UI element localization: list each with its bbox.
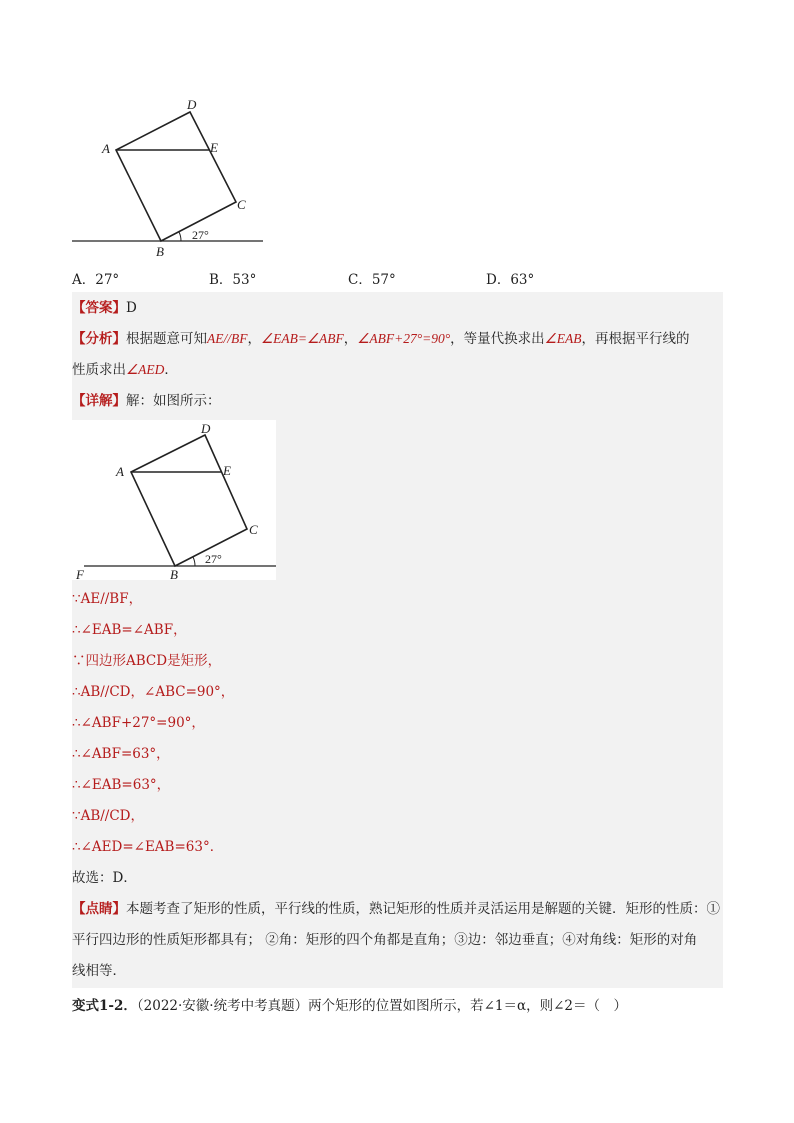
- label-d: D: [201, 421, 211, 436]
- step-3: ∵四边形ABCD是矩形，: [72, 653, 222, 669]
- label-d: D: [187, 97, 197, 112]
- step-2: ∴∠EAB=∠ABF，: [72, 622, 187, 638]
- analysis-math: ∠AED: [126, 362, 165, 377]
- analysis-math: AE//BF: [207, 331, 248, 346]
- analysis-math: ∠ABF+27°=90°: [357, 331, 451, 346]
- answer-options: [72, 268, 722, 288]
- answer-value: D: [126, 300, 137, 316]
- analysis-text: ，: [247, 331, 261, 347]
- step-9: ∴∠AED=∠EAB=63°．: [72, 839, 224, 855]
- label-a: A: [102, 141, 110, 156]
- step-1: ∵AE//BF，: [72, 591, 143, 607]
- analysis-line-2: [72, 360, 178, 380]
- analysis-line-1: [72, 329, 690, 349]
- step-6: ∴∠ABF=63°，: [72, 746, 170, 762]
- remark-line-3: 线相等．: [72, 963, 126, 979]
- label-c: C: [249, 522, 258, 537]
- analysis-text: ，: [343, 331, 358, 347]
- analysis-tag: 【分析】: [72, 331, 126, 347]
- detail-line: [72, 391, 221, 411]
- angle-label: 27°: [205, 552, 222, 566]
- step-4: ∴AB//CD，∠ABC=90°，: [72, 684, 235, 700]
- label-b: B: [156, 244, 164, 259]
- label-a: A: [116, 464, 124, 479]
- rectangle-abcd: [131, 435, 247, 566]
- label-f: F: [76, 567, 84, 580]
- angle-arc: [179, 232, 181, 241]
- label-c: C: [237, 197, 246, 212]
- angle-label: 27°: [192, 228, 209, 242]
- option-c[interactable]: C．57°: [348, 272, 396, 288]
- step-5: ∴∠ABF+27°=90°，: [72, 715, 205, 731]
- variant-title: 变式1-2．: [72, 998, 137, 1014]
- analysis-math: ∠EAB: [544, 331, 582, 346]
- geometry-figure-1: [60, 95, 280, 265]
- option-b[interactable]: B．53°: [209, 272, 257, 288]
- answer-tag: 【答案】: [72, 300, 126, 316]
- detail-tag: 【详解】: [72, 393, 126, 409]
- option-d[interactable]: D．63°: [486, 272, 535, 288]
- remark-tag: 【点睛】: [72, 901, 126, 917]
- label-e: E: [223, 463, 231, 478]
- label-b: B: [170, 567, 178, 580]
- variant-text: （2022·安徽·统考中考真题）两个矩形的位置如图所示，若∠1＝α，则∠2＝（ ）: [136, 998, 627, 1014]
- remark-text: 本题考查了矩形的性质，平行线的性质，熟记矩形的性质并灵活运用是解题的关键．矩形的性质：①: [126, 901, 720, 917]
- answer-line: [72, 298, 137, 318]
- analysis-text: 性质求出: [72, 362, 126, 378]
- analysis-text: ，等量代换求出: [450, 331, 545, 347]
- step-10: 故选：D．: [72, 870, 137, 886]
- analysis-text: ，再根据平行线的: [581, 331, 690, 347]
- solution-panel: [72, 292, 723, 988]
- variant-question: [72, 996, 722, 1016]
- analysis-text: ．: [164, 362, 178, 378]
- remark-line-1: [72, 899, 720, 919]
- angle-arc: [193, 557, 195, 566]
- label-e: E: [210, 140, 218, 155]
- step-7: ∴∠EAB=63°，: [72, 777, 171, 793]
- rectangle-abcd: [116, 112, 236, 241]
- analysis-math: ∠EAB=∠ABF: [261, 331, 344, 346]
- analysis-text: 根据题意可知: [126, 331, 207, 347]
- step-8: ∵AB//CD，: [72, 808, 145, 824]
- remark-line-2: 平行四边形的性质矩形都具有； ②角：矩形的四个角都是直角；③边：邻边垂直；④对角线：矩形的对角: [72, 932, 698, 948]
- geometry-figure-2: [72, 420, 276, 580]
- detail-text: 解：如图所示：: [126, 393, 221, 409]
- option-a[interactable]: A．27°: [72, 272, 120, 288]
